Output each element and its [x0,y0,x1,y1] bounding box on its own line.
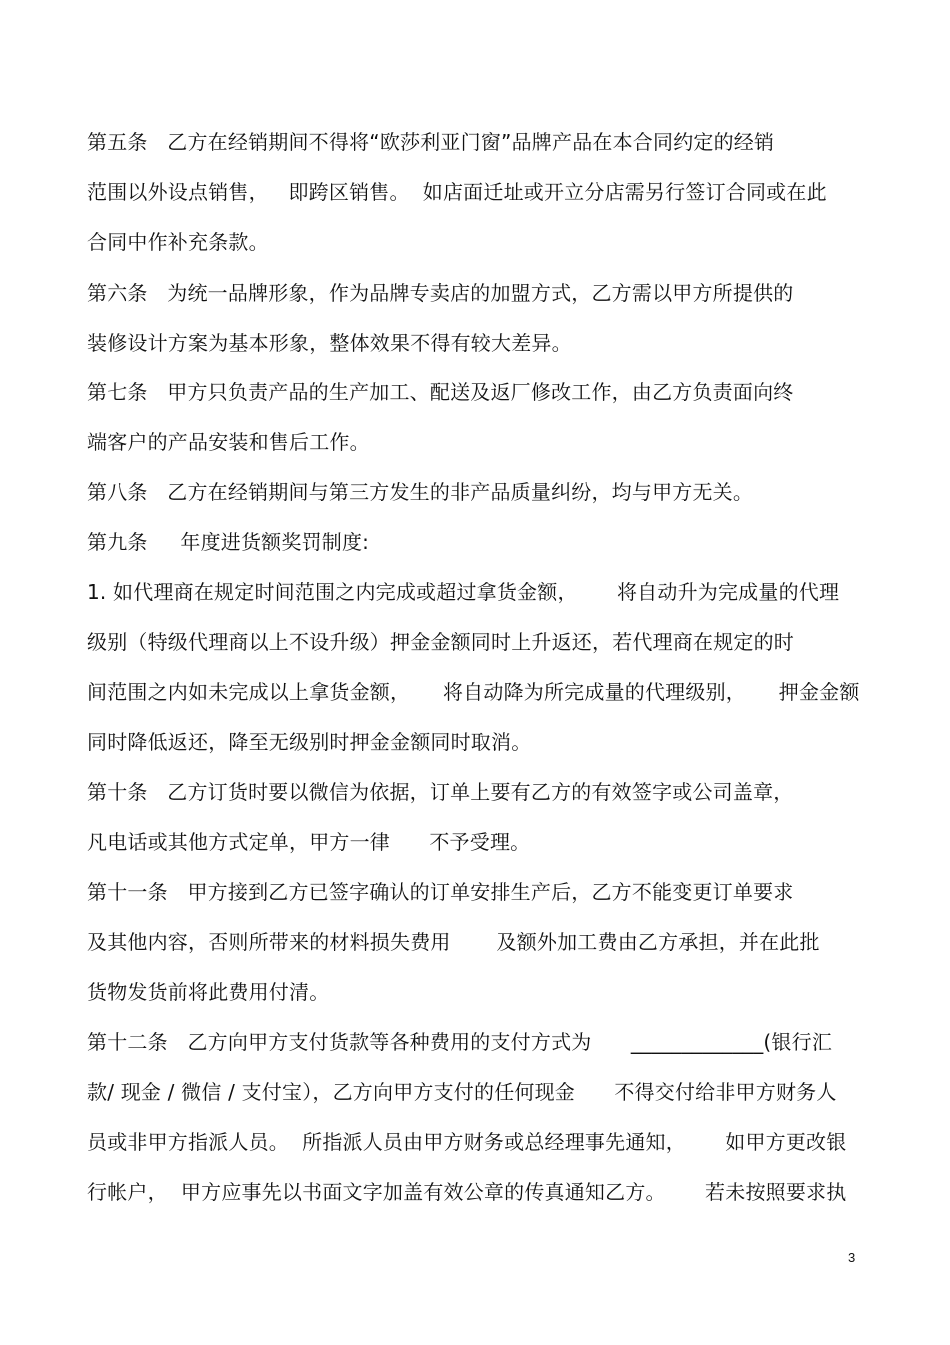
text-line: 范围以外设点销售， 即跨区销售。 如店面迁址或开立分店需另行签订合同或在此 [87,180,827,204]
text-line: 第五条 乙方在经销期间不得将“欧莎利亚门窗”品牌产品在本合同约定的经销 [87,130,775,154]
text-line: 凡电话或其他方式定单，甲方一律 不予受理。 [87,830,531,854]
text-line: 间范围之内如未完成以上拿货金额， 将自动降为所完成量的代理级别， 押金金额 [87,680,860,704]
text-line: 第六条 为统一品牌形象，作为品牌专卖店的加盟方式，乙方需以甲方所提供的 [87,281,794,305]
text-line: 合同中作补充条款。 [87,230,269,254]
text-line: 第十二条 乙方向甲方支付货款等各种费用的支付方式为 _____________(银行汇 [87,1030,833,1054]
page-number: 3 [848,1250,856,1265]
text-line: 第八条 乙方在经销期间与第三方发生的非产品质量纠纷，均与甲方无关。 [87,480,754,504]
text-line: 同时降低返还，降至无级别时押金金额同时取消。 [87,730,532,754]
text-line: 行帐户， 甲方应事先以书面文字加盖有效公章的传真通知乙方。 若未按照要求执 [87,1180,847,1204]
text-line: 货物发货前将此费用付清。 [87,980,330,1004]
text-line: 员或非甲方指派人员。 所指派人员由甲方财务或总经理事先通知， 如甲方更改银 [87,1130,847,1154]
text-line: 级别（特级代理商以上不设升级）押金金额同时上升返还，若代理商在规定的时 [87,630,794,654]
text-line: 及其他内容，否则所带来的材料损失费用 及额外加工费由乙方承担，并在此批 [87,930,820,954]
text-line: 端客户的产品安装和售后工作。 [87,430,370,454]
text-line: 第七条 甲方只负责产品的生产加工、配送及返厂修改工作，由乙方负责面向终 [87,380,794,404]
text-line: 款/ 现金 / 微信 / 支付宝），乙方向甲方支付的任何现金 不得交付给非甲方财务人 [87,1080,837,1104]
text-line: 第九条 年度进货额奖罚制度: [87,530,370,554]
text-line: 第十条 乙方订货时要以微信为依据，订单上要有乙方的有效签字或公司盖章， [87,780,794,804]
text-line: 装修设计方案为基本形象，整体效果不得有较大差异。 [87,331,572,355]
text-line: 1. 如代理商在规定时间范围之内完成或超过拿货金额， 将自动升为完成量的代理 [87,580,840,604]
text-line: 第十一条 甲方接到乙方已签字确认的订单安排生产后，乙方不能变更订单要求 [87,880,794,904]
